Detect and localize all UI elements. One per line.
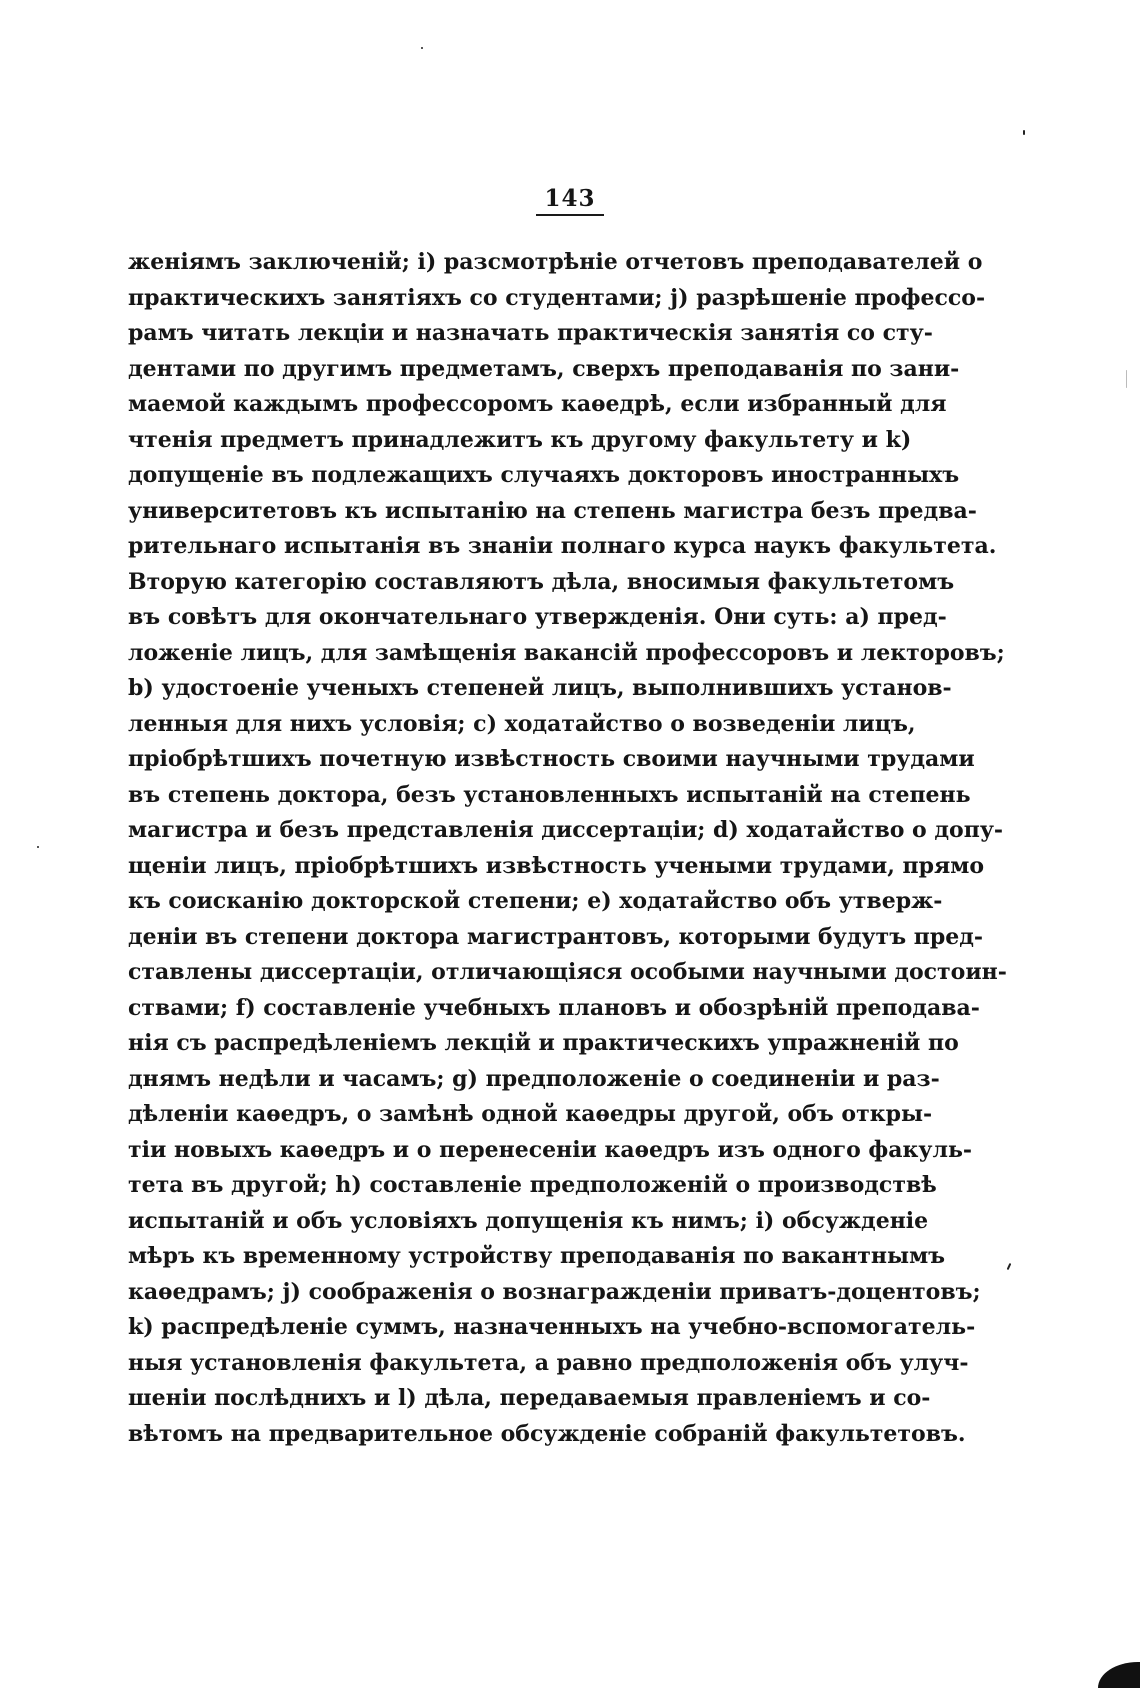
text-line: магистра и безъ представленія диссертаціи; d) ходатайство о допу- — [128, 817, 1004, 843]
text-line: испытаній и объ условіяхъ допущенія къ нимъ; i) обсужденіе — [128, 1207, 929, 1234]
text-line: тета въ другой; h) составленіе предположеній о производствѣ — [128, 1172, 937, 1198]
text-line: нія съ распредѣленіемъ лекцій и практическихъ упражненій по — [128, 1030, 959, 1056]
text-line: шеніи послѣднихъ и l) дѣла, передаваемыя правленіемъ и со- — [128, 1385, 931, 1411]
text-line: допущеніе въ подлежащихъ случаяхъ докторовъ иностранныхъ — [128, 462, 960, 488]
text-line: пріобрѣтшихъ почетную извѣстность своими научными трудами — [128, 746, 975, 772]
text-line: маемой каждымъ профессоромъ каѳедрѣ, если избранный для — [128, 391, 947, 417]
text-line: тіи новыхъ каѳедръ и о перенесеніи каѳедръ изъ одного факуль- — [128, 1136, 973, 1163]
text-line: ленныя для нихъ условія; c) ходатайство о возведеніи лицъ, — [128, 710, 916, 737]
text-line: b) удостоеніе ученыхъ степеней лицъ, выполнившихъ установ- — [128, 675, 952, 701]
text-line: ныя установленія факультета, а равно предположенія объ улуч- — [128, 1349, 969, 1376]
text-line: k) распредѣленіе суммъ, назначенныхъ на учебно-вспомогатель- — [128, 1314, 976, 1340]
text-line: къ соисканію докторской степени; e) ходатайство объ утверж- — [128, 888, 943, 914]
scan-corner-mark — [1098, 1662, 1140, 1688]
scan-speck — [1007, 1263, 1012, 1270]
text-line: въ степень доктора, безъ установленныхъ испытаній на степень — [128, 781, 971, 808]
text-line: дѣленіи каѳедръ, о замѣнѣ одной каѳедры другой, объ откры- — [128, 1101, 933, 1127]
page-number: 143 — [0, 185, 1140, 216]
text-body — [128, 245, 1007, 1452]
text-line: деніи въ степени доктора магистрантовъ, которыми будутъ пред- — [128, 923, 984, 950]
text-line: ложеніе лицъ, для замѣщенія вакансій профессоровъ и лекторовъ; — [128, 639, 1005, 666]
text-line: университетовъ къ испытанію на степень магистра безъ предва- — [128, 497, 977, 524]
text-line: рительнаго испытанія въ знаніи полнаго курса наукъ факультета. — [128, 533, 997, 559]
text-line: вѣтомъ на предварительное обсужденіе собраній факультетовъ. — [128, 1420, 966, 1447]
text-line: ствами; f) составленіе учебныхъ плановъ и обозрѣній преподава- — [128, 994, 980, 1021]
scan-speck — [37, 846, 39, 848]
text-line: ставлены диссертаціи, отличающіяся особыми научными достоин- — [128, 959, 1007, 985]
text-line: рамъ читать лекціи и назначать практическія занятія со сту- — [128, 320, 933, 346]
text-line: чтенія предметъ принадлежитъ къ другому факультету и k) — [128, 426, 912, 453]
text-line: мѣръ къ временному устройству преподаванія по вакантнымъ — [128, 1243, 946, 1269]
text-line: дентами по другимъ предметамъ, сверхъ преподаванія по зани- — [128, 355, 960, 382]
text-line: щеніи лицъ, пріобрѣтшихъ извѣстность учеными трудами, прямо — [128, 852, 985, 879]
text-line: практическихъ занятіяхъ со студентами; j) разрѣшеніе профессо- — [128, 284, 986, 311]
text-line: въ совѣтъ для окончательнаго утвержденія. Они суть: а) пред- — [128, 604, 947, 630]
scan-speck — [1023, 130, 1025, 135]
scan-speck — [1126, 370, 1127, 388]
text-line: каѳедрамъ; j) соображенія о вознагражденіи приватъ-доцентовъ; — [128, 1278, 981, 1305]
scan-speck — [421, 47, 423, 49]
text-line: женіямъ заключеній; i) разсмотрѣніе отчетовъ преподавателей о — [128, 249, 983, 275]
text-line: днямъ недѣли и часамъ; g) предположеніе о соединеніи и раз- — [128, 1065, 940, 1092]
text-line: Вторую категорію составляютъ дѣла, вносимыя факультетомъ — [128, 568, 955, 595]
